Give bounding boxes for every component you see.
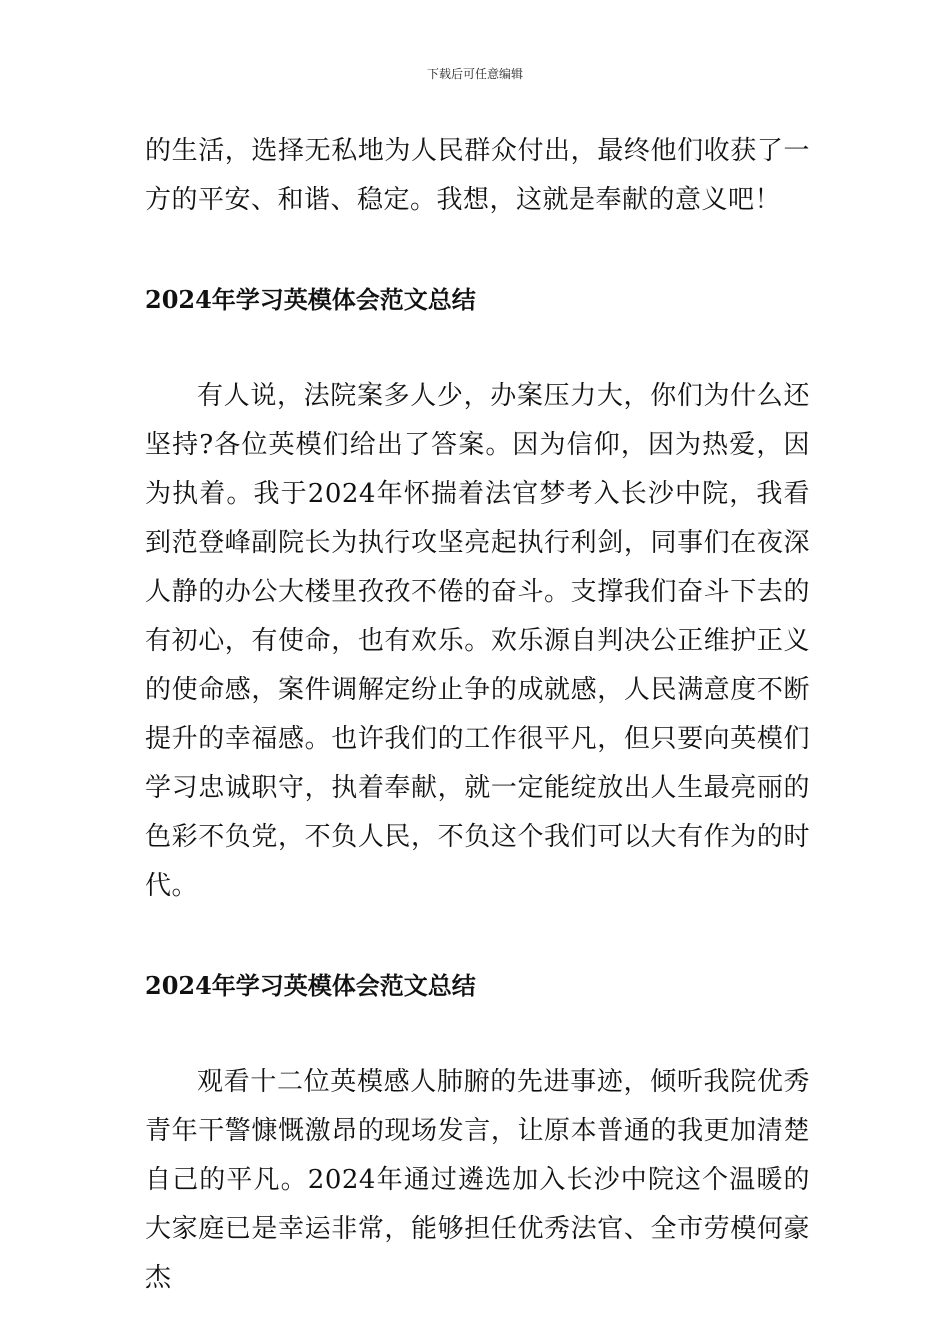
spacer: [145, 1010, 810, 1058]
section-paragraph-1: 有人说，法院案多人少，办案压力大，你们为什么还坚持?各位英模们给出了答案。因为信仰，因为热爱，因为执着。我于2024年怀揣着法官梦考入长沙中院，我看到范登峰副院长为执行攻坚亮起执行利剑，同事们在夜深人静的办公大楼里孜孜不倦的奋斗。支撑我们奋斗下去的有初心，有使命，也有欢乐。欢乐源自判决公正维护正义的使命感，案件调解定纷止争的成就感，人民满意度不断提升的幸福感。也许我们的工作很平凡，但只要向英模们学习忠诚职守，执着奉献，就一定能绽放出人生最亮丽的色彩不负党，不负人民，不负这个我们可以大有作为的时代。: [145, 381, 810, 901]
section-title-2: 2024年学习英模体会范文总结: [145, 971, 476, 1000]
spacer: [145, 225, 810, 275]
section-paragraph-2: 观看十二位英模感人肺腑的先进事迹，倾听我院优秀青年干警慷慨激昂的现场发言，让原本普通的我更加清楚自己的平凡。2024年通过遴选加入长沙中院这个温暖的大家庭已是幸运非常，能够担任优秀法官、全市劳模何豪杰: [145, 1067, 810, 1293]
intro-paragraph: 的生活，选择无私地为人民群众付出，最终他们收获了一方的平安、和谐、稳定。我想，这就是奉献的意义吧！: [145, 136, 810, 215]
spacer: [145, 911, 810, 961]
spacer: [145, 324, 810, 372]
header-note: 下载后可任意编辑: [426, 67, 523, 81]
document-body: [145, 127, 810, 1303]
section-title-1: 2024年学习英模体会范文总结: [145, 285, 476, 314]
